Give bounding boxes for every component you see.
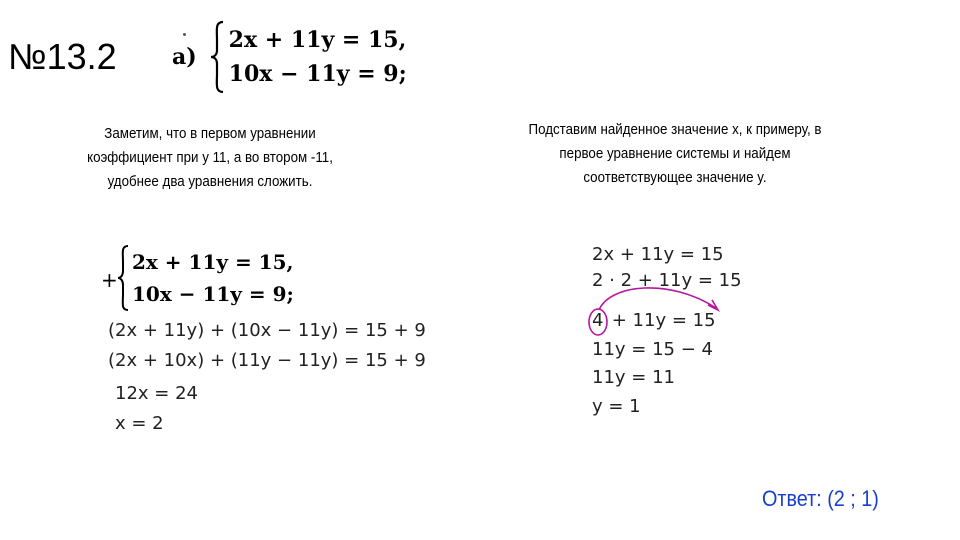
substitution-step: 2x + 11y = 15 — [592, 244, 724, 265]
page-title: №13.2 — [8, 36, 117, 77]
addition-step: x = 2 — [115, 413, 164, 434]
substitution-step: 2 · 2 + 11y = 15 — [592, 270, 742, 291]
left-brace-icon — [116, 244, 130, 312]
problem-equations — [229, 23, 407, 91]
addition-operator: + — [101, 268, 118, 292]
left-note-line: Заметим, что в первом уравнении — [104, 126, 316, 142]
right-note-line: соответствующее значение y. — [583, 170, 767, 186]
right-note-line: Подставим найденное значение x, к примеру, в — [528, 122, 822, 138]
addition-step: 12x = 24 — [115, 383, 198, 404]
highlight-arrow — [599, 288, 716, 310]
addition-steps-result — [115, 379, 198, 439]
left-brace-icon — [209, 20, 225, 94]
answer: Ответ: (2 ; 1) — [762, 486, 879, 511]
left-note — [54, 122, 367, 194]
substitution-step: 11y = 11 — [592, 367, 675, 388]
arrow-head — [708, 300, 718, 310]
substitution-step: + 11y = 15 — [611, 310, 716, 331]
problem-equation-1: 2x + 11y = 15, — [228, 27, 407, 53]
left-note-line: удобнее два уравнения сложить. — [107, 174, 313, 190]
highlight-circle — [589, 309, 607, 335]
substitution-step: y = 1 — [592, 395, 641, 417]
addition-system — [116, 244, 294, 312]
right-note-line: первое уравнение системы и найдем — [559, 146, 791, 162]
circled-value-text: 4 — [592, 310, 604, 331]
addition-steps — [108, 316, 426, 376]
problem-label: а) — [172, 44, 197, 70]
left-note-line: коэффициент при y 11, а во втором -11, — [87, 150, 333, 166]
substitution-arrow-icon — [580, 270, 740, 340]
right-note — [491, 118, 859, 190]
problem-equation-2: 10x − 11y = 9; — [228, 61, 407, 87]
addition-equation-1: 2x + 11y = 15, — [132, 250, 294, 274]
addition-equations — [132, 246, 294, 310]
addition-step: (2x + 10x) + (11y − 11y) = 15 + 9 — [108, 350, 426, 371]
addition-equation-2: 10x − 11y = 9; — [132, 282, 294, 306]
substitution-step: 11y = 15 − 4 — [592, 338, 713, 360]
addition-step: (2x + 11y) + (10x − 11y) = 15 + 9 — [108, 320, 426, 341]
problem-system — [172, 20, 407, 94]
